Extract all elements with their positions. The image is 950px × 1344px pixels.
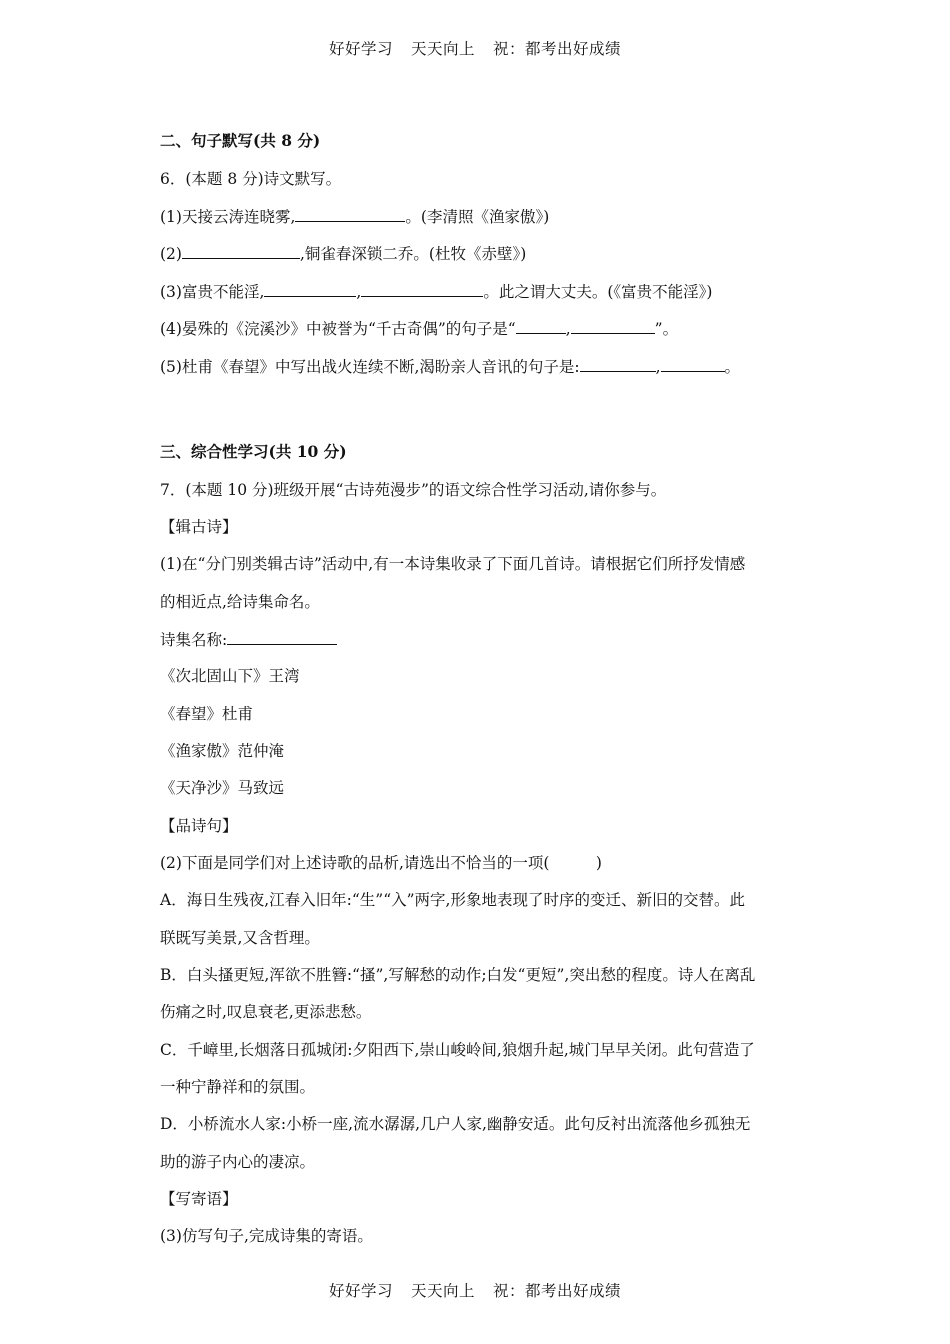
question-7-intro: 7．(本题 10 分)班级开展“古诗苑漫步”的语文综合性学习活动,请你参与。 (160, 481, 667, 499)
sentence-3-text-a: (3)富贵不能淫, (160, 283, 265, 301)
answer-blank[interactable] (182, 243, 300, 259)
sentence-1 (160, 206, 549, 227)
part-2-question: (2)下面是同学们对上述诗歌的品析,请选出不恰当的一项( ) (160, 854, 602, 872)
collection-name-blank[interactable] (227, 629, 337, 645)
section-3-title: 三、综合性学习(共 10 分) (160, 442, 347, 461)
sentence-5 (160, 356, 740, 377)
option-b-line-2: 伤痛之时,叹息衰老,更添悲愁。 (160, 1003, 372, 1021)
option-c-line-1: C．千嶂里,长烟落日孤城闭:夕阳西下,崇山峻岭间,狼烟升起,城门早早关闭。此句营造了 (160, 1041, 755, 1059)
footer-text-3: 祝：都考出好成绩 (493, 1282, 622, 1300)
sentence-1-text-a: (1)天接云涛连晓雾, (160, 208, 296, 226)
sentence-2-text-a: (2) (160, 245, 182, 263)
poem-item: 《次北固山下》王湾 (160, 667, 300, 685)
answer-blank[interactable] (361, 281, 483, 297)
question-6-intro: 6．(本题 8 分)诗文默写。 (160, 170, 342, 188)
part-1-line-1: (1)在“分门别类辑古诗”活动中,有一本诗集收录了下面几首诗。请根据它们所抒发情感 (160, 555, 746, 573)
sentence-4-text-c: ”。 (654, 320, 679, 338)
option-d-line-2: 助的游子内心的凄凉。 (160, 1153, 316, 1171)
option-b-line-1: B．白头搔更短,浑欲不胜簪:“搔”,写解愁的动作;白发“更短”,突出愁的程度。诗人在离乱 (160, 966, 756, 984)
sentence-5-text-a: (5)杜甫《春望》中写出战火连续不断,渴盼亲人音讯的句子是: (160, 358, 580, 376)
header-text-3: 祝：都考出好成绩 (493, 40, 622, 58)
subheading-write-message: 【写寄语】 (160, 1190, 238, 1208)
sentence-3-text-b: , (356, 283, 362, 301)
answer-blank[interactable] (264, 281, 356, 297)
answer-blank[interactable] (571, 318, 655, 334)
option-d-line-1: D．小桥流水人家:小桥一座,流水潺潺,几户人家,幽静安适。此句反衬出流落他乡孤独无 (160, 1115, 751, 1133)
answer-blank[interactable] (295, 206, 405, 222)
sentence-2 (160, 243, 526, 264)
header-text-1: 好好学习 (328, 40, 393, 58)
sentence-3-text-c: 。此之谓大丈夫。(《富贵不能淫》) (483, 283, 713, 301)
option-a-line-2: 联既写美景,又含哲理。 (160, 929, 320, 947)
option-a-line-1: A．海日生残夜,江春入旧年:“生”“入”两字,形象地表现了时序的变迁、新旧的交替。此 (160, 891, 745, 909)
sentence-4-text-b: , (565, 320, 571, 338)
sentence-3 (160, 281, 712, 302)
poem-item: 《天净沙》马致远 (160, 779, 285, 797)
page-header (0, 37, 950, 59)
footer-text-2: 天天向上 (410, 1282, 475, 1300)
sentence-2-text-b: ,铜雀春深锁二乔。(杜牧《赤壁》) (299, 245, 527, 263)
answer-blank[interactable] (516, 318, 566, 334)
sentence-5-text-c: 。 (724, 358, 741, 376)
sentence-1-text-b: 。(李清照《渔家傲》) (405, 208, 550, 226)
poem-item: 《渔家傲》范仲淹 (160, 742, 285, 760)
answer-blank[interactable] (661, 356, 725, 372)
collection-name-row (160, 629, 337, 650)
subheading-collect-poems: 【辑古诗】 (160, 518, 238, 536)
answer-blank[interactable] (580, 356, 656, 372)
sentence-5-text-b: , (655, 358, 661, 376)
section-2-title: 二、句子默写(共 8 分) (160, 131, 321, 150)
collection-name-label: 诗集名称: (160, 631, 228, 649)
part-3-question: (3)仿写句子,完成诗集的寄语。 (160, 1227, 373, 1245)
sentence-4 (160, 318, 678, 339)
option-c-line-2: 一种宁静祥和的氛围。 (160, 1078, 316, 1096)
page-footer (0, 1279, 950, 1301)
subheading-appreciate: 【品诗句】 (160, 817, 238, 835)
poem-item: 《春望》杜甫 (160, 705, 254, 723)
sentence-4-text-a: (4)晏殊的《浣溪沙》中被誉为“千古奇偶”的句子是“ (160, 320, 516, 338)
part-1-line-2: 的相近点,给诗集命名。 (160, 593, 320, 611)
header-text-2: 天天向上 (410, 40, 475, 58)
footer-text-1: 好好学习 (328, 1282, 393, 1300)
